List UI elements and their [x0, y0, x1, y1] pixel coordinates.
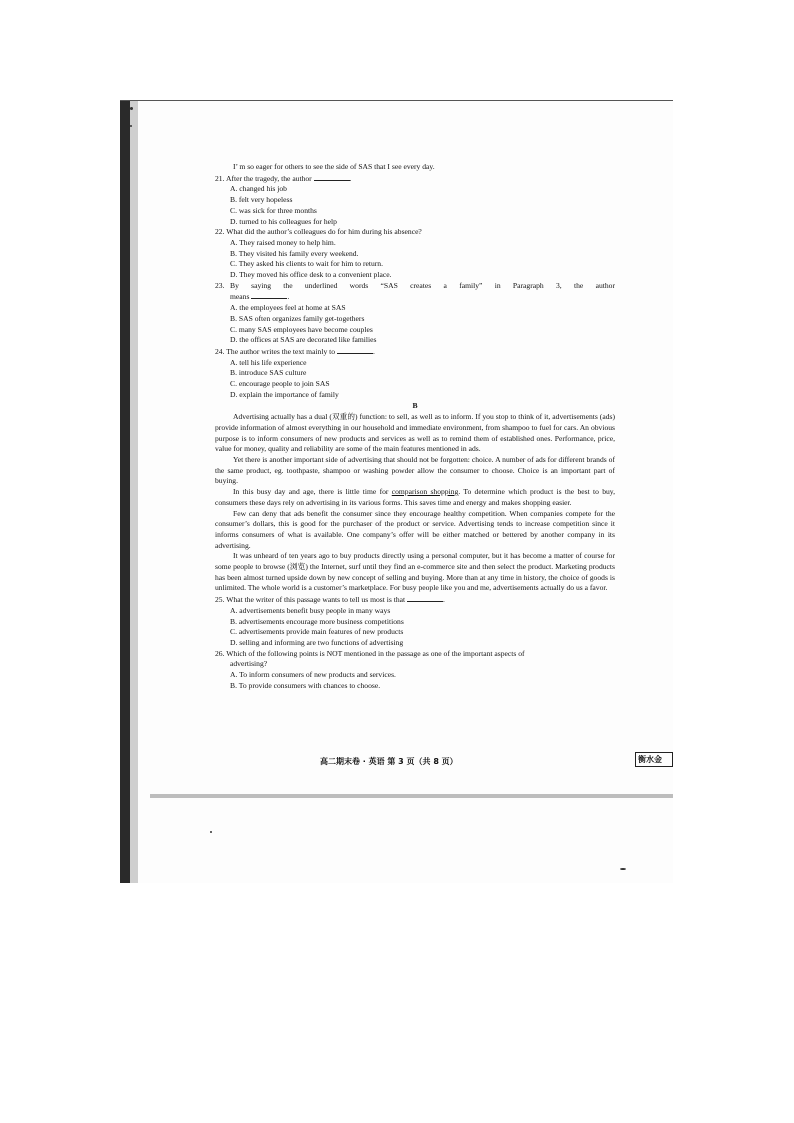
question-stem: 24. The author writes the text mainly to . [215, 346, 375, 356]
question-stem-cont: advertising? [230, 659, 268, 669]
option: B. They visited his family every weekend. [230, 248, 359, 258]
option: B. advertisements encourage more business competitions [230, 616, 404, 626]
option: D. the offices at SAS are decorated like families [230, 335, 377, 345]
question-stem: 21. After the tragedy, the author . [215, 173, 352, 183]
passage-paragraph: Few can deny that ads benefit the consumer since they encourage healthy competition. When companies compete for the consumer’s dollars, this is good for the purchaser of the product or service. Advertising tends to increase competition since it informs consumers of what is available. One company’s offer will be either matched or bettered by another company in its advertising. [215, 508, 615, 550]
question-22 [215, 227, 615, 281]
question-21 [215, 173, 615, 228]
option: B. felt very hopeless [230, 195, 293, 205]
scan-dark-edge [120, 101, 130, 883]
answer-blank [251, 291, 287, 299]
brand-stamp: 衡水金 [635, 752, 673, 767]
question-24 [215, 346, 615, 401]
section-title: B [412, 401, 418, 411]
option: C. They asked his clients to wait for him to return. [230, 259, 383, 269]
option: A. tell his life experience [230, 357, 307, 367]
intro-line: I’ m so eager for others to see the side of SAS that I see every day. [233, 162, 435, 171]
question-stem: 25. What the writer of this passage wants to tell us most is that . [215, 595, 445, 605]
question-26 [215, 649, 615, 692]
scan-grey-strip [130, 101, 138, 883]
option: B. SAS often organizes family get-togethers [230, 313, 365, 323]
option: A. the employees feel at home at SAS [230, 303, 346, 313]
option: D. explain the importance of family [230, 389, 339, 399]
question-25 [215, 594, 615, 649]
option: C. encourage people to join SAS [230, 379, 330, 389]
option: D. They moved his office desk to a convenient place. [230, 270, 392, 280]
passage-paragraph: In this busy day and age, there is little time for comparison shopping. To determine which product is the best to buy, consumers these days rely on advertising in its various forms. This saves time and energy and makes shopping easier. [215, 487, 615, 507]
option: D. turned to his colleagues for help [230, 216, 337, 226]
scan-speck [130, 125, 132, 127]
answer-blank [407, 594, 443, 602]
option: B. introduce SAS culture [230, 368, 307, 378]
question-23 [215, 281, 615, 346]
scan-bottom-shadow [150, 794, 673, 798]
scan-speck [620, 868, 626, 870]
question-stem: 26. Which of the following points is NOT mentioned in the passage as one of the important aspects of [215, 648, 525, 658]
option: A. They raised money to help him. [230, 237, 336, 247]
answer-blank [314, 173, 350, 181]
page-footer: 高二期末卷 · 英语 第 3 页（共 8 页） [320, 757, 458, 766]
option: A. changed his job [230, 184, 287, 194]
option: A. To inform consumers of new products and services. [230, 670, 396, 680]
option: D. selling and informing are two functions of advertising [230, 637, 404, 647]
scan-speck [130, 107, 133, 110]
answer-blank [337, 346, 373, 354]
scan-speck [210, 831, 212, 833]
option: B. To provide consumers with chances to choose. [230, 680, 381, 690]
passage-paragraph: Advertising actually has a dual (双重的) function: to sell, as well as to inform. If you stop to think of it, advertisements (ads) provide information of almost everything in our household and immediate environment, from shampoo to fuel for cars. An obvious purpose is to inform consumers of new products and services as well as to remind them of established ones. Performance, price, value for money, quality and reliability are some of the main features mentioned in ads. [215, 412, 615, 454]
option: A. advertisements benefit busy people in many ways [230, 605, 391, 615]
passage-paragraph: It was unheard of ten years ago to buy products directly using a personal computer, but it has become a matter of course for some people to browse (浏览) the Internet, surf until they find an e-commerce site and then select the product. Marketing products has been almost turned upside down by new concept of selling and buying. More than at any time in history, the choice of goods is unlimited. The whole world is a customer’s marketplace. For busy people like you and me, advertisements actually do us a favor. [215, 551, 615, 593]
option: C. advertisements provide main features of new products [230, 627, 404, 637]
underlined-phrase: comparison shopping [391, 487, 459, 497]
option: C. many SAS employees have become couples [230, 324, 373, 334]
passage-paragraph: Yet there is another important side of advertising that should not be forgotten: choice. A number of ads for different brands of the same product, eg. toothpaste, shampoo or washing powder allow the consumer to choose. Choice is an important part of buying. [215, 454, 615, 486]
question-stem: 23. By saying the underlined words “SAS creates a family” in Paragraph 3, the author [215, 280, 615, 290]
exam-page [215, 162, 615, 691]
question-stem: 22. What did the author’s colleagues do for him during his absence? [215, 227, 422, 237]
option: C. was sick for three months [230, 205, 317, 215]
question-stem-cont: means . [230, 292, 290, 302]
